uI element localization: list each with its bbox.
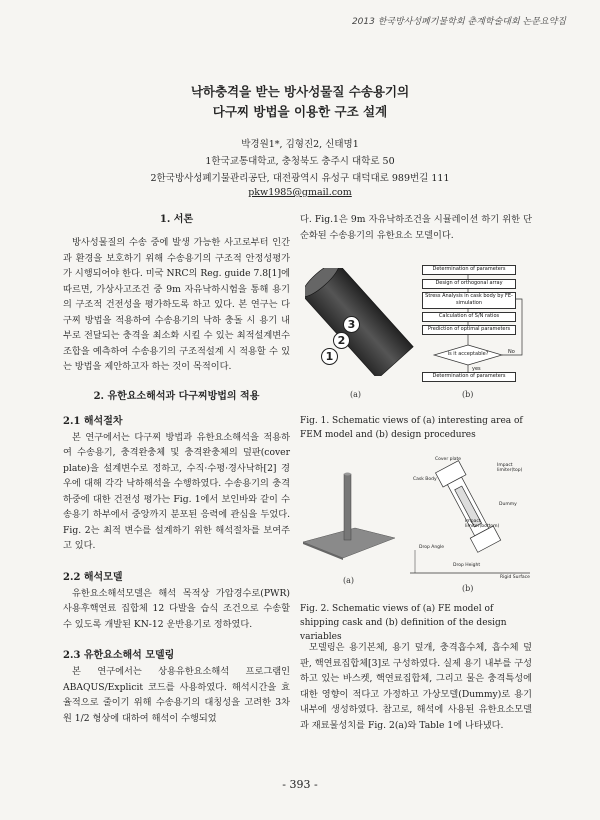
fe-cask-graphic <box>303 470 398 570</box>
right-top-paragraph: 다. Fig.1은 9m 자유낙하조건을 시뮬레이션 하기 위한 단순화된 수송용기의 유한요소 모델이다. <box>300 214 532 241</box>
label-drop-height: Drop Height <box>453 563 481 568</box>
title-line-1: 낙하충격을 받는 방사성물질 수송용기의 <box>190 84 410 99</box>
flow-step-sn: Calculation of S/N ratios <box>422 312 516 322</box>
paper-title <box>0 82 600 122</box>
figure-2a <box>303 470 398 570</box>
section-heading-intro: 1. 서론 <box>159 214 194 225</box>
figure-1b-flowchart <box>410 265 530 390</box>
subsection-2-2: 2.2 해석모델 <box>63 571 123 583</box>
flow-step-predict: Prediction of optimal parameters <box>422 325 516 335</box>
figure-1a <box>305 268 415 376</box>
label-dummy: Dummy <box>499 502 517 507</box>
flow-step-final: Determination of parameters <box>422 372 516 382</box>
fig1b-label: (b) <box>462 390 474 399</box>
right-bottom-paragraph: 모델링은 용기본체, 용기 덮개, 충격흡수체, 흡수체 덮판, 핵연료집합체[3]로 구성하였다. 실제 용기 내부를 구성하고 있는 바스켓, 핵연료집합체, 그리고 물은 충격특성에 대한 영향이 적다고 가정하고 가상모델(Dummy)로 용기내부에 생성하였다. 참고로, 해석에 사용된 유한요소모델과 재료물성치를 Fig. 2(a)와 Table 1에 나타냈다. <box>300 642 532 731</box>
fig1a-label: (a) <box>350 390 362 399</box>
flow-step-stress: Stress Analysis in cask body by FE-simulation <box>422 292 516 309</box>
design-variables-graphic <box>405 455 535 580</box>
label-rigid-surface: Rigid Surface <box>500 575 530 580</box>
running-header: 2013 한국방사성폐기물학회 춘계학술대회 논문요약집 <box>351 17 566 27</box>
marker-3: 3 <box>343 316 360 333</box>
paragraph-2-3: 본 연구에서는 상용유한요소해석 프로그램인 ABAQUS/Explicit 코드를 사용하였다. 해석시간을 효율적으로 줄이기 위해 수송용기의 대칭성을 고려한 3차원 1/2 형상에 대하여 해석이 수행되었 <box>63 666 290 724</box>
figure-2-caption: Fig. 2. Schematic views of (a) FE model of shipping cask and (b) definition of the design variables <box>300 604 507 642</box>
page-number: - 393 - <box>282 778 318 791</box>
marker-2: 2 <box>333 332 350 349</box>
flow-yes-label: yes <box>472 366 481 372</box>
figure-1-caption: Fig. 1. Schematic views of (a) interesting area of FEM model and (b) design procedures <box>300 416 523 440</box>
fig2b-label: (b) <box>462 584 474 593</box>
fig2a-label: (a) <box>343 576 355 585</box>
subsection-2-1: 2.1 해석절차 <box>63 415 123 427</box>
affiliation-2: 2한국방사성폐기물관리공단, 대전광역시 유성구 대덕대로 989번길 111 <box>150 173 450 184</box>
email-link[interactable]: pkw1985@gmail.com <box>248 187 352 198</box>
label-cover-plate: Cover plate <box>435 457 462 462</box>
left-column <box>63 210 290 726</box>
intro-paragraph: 방사성물질의 수송 중에 발생 가능한 사고로부터 인간과 환경을 보호하기 위해 수송용기의 구조적 안정성평가가 시행되어야 한다. 미국 NRC의 Reg. guide 7.8[1]에 따르면, 가상사고조건 중 9m 자유낙하시험을 통해 용기의 구조적 건전성을 평가하도록 하고 있다. 본 연구는 다구찌 방법을 적용하여 수송용기의 낙하 충돌 시 용기 내부로 전달되는 충격을 최소화 시킬 수 있는 최적설계변수 조합을 예측하여 수송용기의 구조적설계 시 적용할 수 있는 방법을 제안하고자 하는 것이 목적이다. <box>63 237 290 372</box>
subsection-2-3: 2.3 유한요소해석 모델링 <box>63 650 175 661</box>
flow-step-orthogonal: Design of orthogonal array <box>422 279 516 289</box>
flow-step-determine: Determination of parameters <box>422 265 516 275</box>
label-impact-bottom: Impact limiter(bottom) <box>465 519 500 529</box>
flow-decision: Is it acceptable? <box>447 351 489 357</box>
affiliation-1: 1한국교통대학교, 충청북도 충주시 대학로 50 <box>205 156 395 167</box>
title-line-2: 다구찌 방법을 이용한 구조 설계 <box>212 104 388 119</box>
paragraph-2-1: 본 연구에서는 다구찌 방법과 유한요소해석을 적용하여 수송용기, 충격완충체 및 충격완충체의 덮판(cover plate)을 설계변수로 정하고, 수직·수평·경사낙하[2] 경우에 대해 각각 낙하해석을 수행하였다. 수송용기의 충격하중에 대한 건전성 평가는 Fig. 1에서 보인바와 같이 수송용기 하부에서 중앙까지 분포된 응력에 관심을 두었다. Fig. 2는 최적 변수를 설계하기 위한 해석절차를 보여주고 있다. <box>63 431 290 551</box>
label-cask-body: Cask Body <box>413 477 437 482</box>
label-drop-angle: Drop Angle <box>419 545 445 550</box>
marker-1: 1 <box>321 348 338 365</box>
authors: 박경원1*, 김형진2, 신태명1 <box>241 139 359 150</box>
paragraph-2-2: 유한요소해석모델은 해석 목적상 가압경수로(PWR) 사용후핵연료 집합체 12 다발을 습식 조건으로 수송할 수 있도록 개발된 KN-12 운반용기로 정하였다. <box>63 587 290 630</box>
section-heading-2: 2. 유한요소해석과 다구찌방법의 적용 <box>93 390 260 402</box>
label-impact-top: Impact limiter(top) <box>497 463 523 473</box>
flow-no-label: No <box>508 349 515 355</box>
figure-2b <box>405 455 535 580</box>
